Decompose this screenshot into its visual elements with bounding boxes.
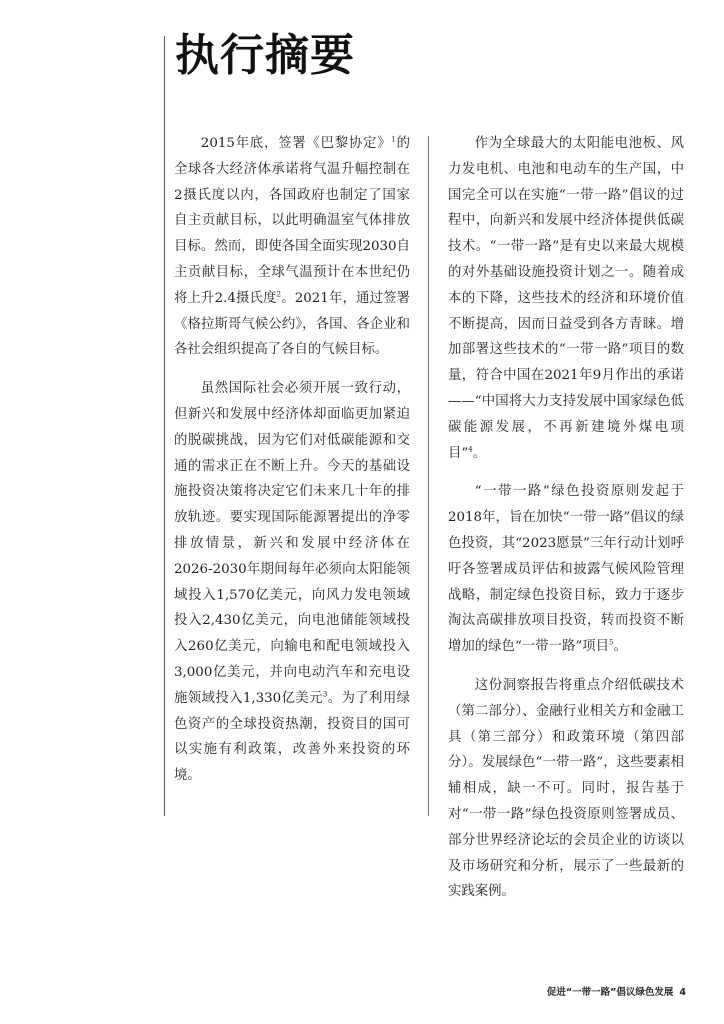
footnote-ref[interactable]: 4 <box>468 445 473 454</box>
footnote-ref[interactable]: 1 <box>391 135 396 144</box>
column-divider-line <box>428 136 429 816</box>
page-footer <box>547 984 686 998</box>
paragraph-report-overview: 这份洞察报告将重点介绍低碳技术（第二部分）、金融行业相关方和金融工具（第三部分）和政策环境（第四部分）。发展绿色“一带一路”，这些要素相辅相成，缺一不可。同时，报告基于对“一带一路”绿色投资原则签署成员、部分世界经济论坛的会员企业的访谈以及市场研究和分析，展示了一些最新的实践案例。 <box>448 677 684 900</box>
page-title: 执行摘要 <box>175 30 355 81</box>
title-divider-line <box>164 36 165 816</box>
paragraph-green-investment-principles: “一带一路”绿色投资原则发起于2018年，旨在加快“一带一路”倡议的绿色投资，其“2023愿景”三年行动计划呼吁各签署成员评估和披露气候风险管理战略，制定绿色投资目标，致力于逐步淘汰高碳排放项目投资，转而投资不断增加的绿色“一带一路”项目$^5$。 <box>448 484 684 655</box>
footnote-ref[interactable]: 3 <box>322 690 328 699</box>
footnote-ref[interactable]: 5 <box>609 638 614 647</box>
page-number: 4 <box>679 987 686 998</box>
right-column <box>448 131 684 918</box>
paragraph-paris-agreement: 2015年底，签署《巴黎协定》$^1$的全球各大经济体承诺将气温升幅控制在2摄氏度以内，各国政府也制定了国家自主贡献目标，以此明确温室气体排放目标。然而，即使各国全面实现2030自主贡献目标，全球气温预计在本世纪仍将上升2.4摄氏度$^2$。2021年，通过签署《格拉斯哥气候公约》，各国、各企业和各社会组织提高了各自的气候目标。 <box>174 135 411 358</box>
paragraph-emerging-economies: 虽然国际社会必须开展一致行动，但新兴和发展中经济体却面临更加紧迫的脱碳挑战，因为它们对低碳能源和交通的需求正在不断上升。今天的基础设施投资决策将决定它们未来几十年的排放轨迹。要实现国际能源署提出的净零排放情景，新兴和发展中经济体在2026-2030年期间每年必须向太阳能领域投入1,570亿美元，向风力发电领域投入2,430亿美元，向电池储能领域投入260亿美元，向输电和配电领域投入3,000亿美元，并向电动汽车和充电设施领域投入1,330亿美元$^3$。为了利用绿色资产的全球投资热潮，投资目的国可以实施有利政策，改善外来投资的环境。 <box>174 381 410 784</box>
footnote-ref[interactable]: 2 <box>276 290 282 299</box>
left-column <box>174 131 410 802</box>
footer-label: 促进“一带一路”倡议绿色发展 <box>546 987 674 998</box>
paragraph-china-low-carbon: 作为全球最大的太阳能电池板、风力发电机、电池和电动车的生产国，中国完全可以在实施“一带一路”倡议的过程中，向新兴和发展中经济体提供低碳技术。“一带一路”是有史以来最大规模的对外基础设施投资计划之一。随着成本的下降，这些技术的经济和环境价值不断提高，因而日益受到各方青睐。增加部署这些技术的“一带一路”项目的数量，符合中国在2021年9月作出的承诺——“中国将大力支持发展中国家绿色低碳能源发展，不再新建境外煤电项目”$^4$。 <box>448 136 684 461</box>
